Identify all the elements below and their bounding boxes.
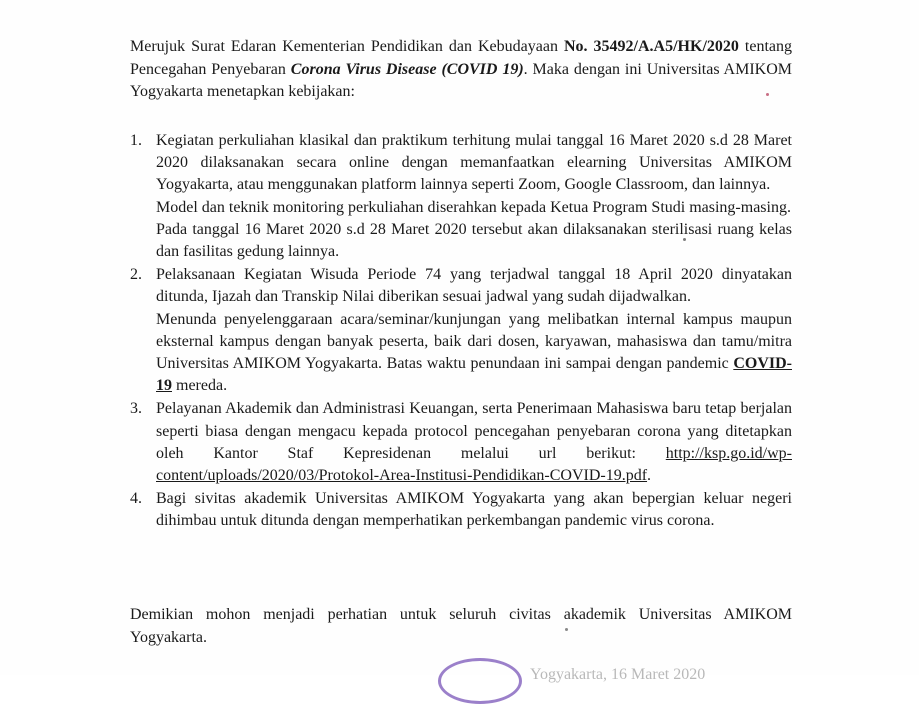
- closing-paragraph: Demikian mohon menjadi perhatian untuk seluruh civitas akademik Universitas AMIKOM Yogyakarta.: [130, 606, 792, 646]
- item-3-paragraph-1: [156, 398, 792, 487]
- policy-item-1: [130, 130, 792, 263]
- circular-reference-number: No. 35492/A.A5/HK/2020: [563, 38, 739, 55]
- item-2-paragraph-2-end: mereda.: [172, 377, 228, 395]
- policy-list: [130, 130, 792, 533]
- scan-speck: [683, 238, 686, 241]
- item-number: 1.: [130, 132, 142, 149]
- intro-text-3: . Maka dengan ini Universitas AMIKOM Yogyakarta menetapkan kebijakan:: [130, 60, 793, 100]
- item-2-paragraph-2-text: Menunda penyelenggaraan acara/seminar/kunjungan yang melibatkan internal kampus maupun eksternal kampus dengan banyak peserta, baik dari dosen, karyawan, mahasiswa dan tamu/mitra Universitas AMIKOM Yogyakarta. Batas waktu penundaan ini sampai dengan pandemic: [156, 310, 792, 373]
- intro-paragraph: [130, 36, 792, 104]
- intro-text-1: Merujuk Surat Edaran Kementerian Pendidikan dan Kebudayaan: [130, 38, 564, 55]
- item-1-paragraph-3: Pada tanggal 16 Maret 2020 s.d 28 Maret 2020 tersebut akan dilaksanakan sterilisasi ruang kelas dan fasilitas gedung lainnya.: [156, 220, 792, 261]
- official-stamp: [438, 658, 522, 704]
- scan-speck: [766, 93, 769, 96]
- item-2-paragraph-1: Pelaksanaan Kegiatan Wisuda Periode 74 yang terjadwal tanggal 18 April 2020 dinyatakan ditunda, Ijazah dan Transkip Nilai diberikan sesuai jadwal yang sudah dijadwalkan.: [156, 266, 792, 306]
- item-number: 4.: [130, 490, 142, 508]
- item-3-text-end: .: [647, 467, 652, 485]
- intro-text-2: tentang Pencegahan Penyebaran: [130, 38, 793, 78]
- item-number: 3.: [130, 400, 142, 418]
- policy-item-4: [130, 488, 792, 532]
- covid-19-highlight: COVID-19: [156, 355, 792, 395]
- item-1-paragraph-1: Kegiatan perkuliahan klasikal dan praktikum terhitung mulai tanggal 16 Maret 2020 s.d 28 Maret 2020 dilaksanakan secara online dengan memanfaatkan elearning Universitas AMIKOM Yogyakarta, atau menggunakan platform lainnya seperti Zoom, Google Classroom, dan lainnya.: [156, 132, 792, 194]
- item-3-text: Pelayanan Akademik dan Administrasi Keuangan, serta Penerimaan Mahasiswa baru tetap berjalan seperti biasa dengan mengacu kepada protocol pencegahan penyebaran corona yang ditetapkan oleh Kantor Staf Kepresidenan melalui url berikut:: [156, 400, 792, 462]
- protocol-url-link[interactable]: http://ksp.go.id/wp-content/uploads/2020/03/Protokol-Area-Institusi-Pendidikan-COVID-19.pdf: [156, 444, 792, 485]
- item-4-paragraph-1: Bagi sivitas akademik Universitas AMIKOM Yogyakarta yang akan bepergian keluar negeri dihimbau untuk ditunda dengan memperhatikan perkembangan pandemic virus corona.: [156, 490, 792, 530]
- scan-speck: [565, 628, 568, 631]
- policy-item-3: [130, 398, 792, 487]
- disease-name: Corona Virus Disease (COVID 19): [290, 60, 524, 78]
- signature-date-partial: Yogyakarta, 16 Maret 2020: [530, 666, 706, 683]
- item-1-paragraph-2: Model dan teknik monitoring perkuliahan diserahkan kepada Ketua Program Studi masing-masing.: [156, 198, 791, 216]
- policy-item-2: [130, 264, 792, 397]
- item-2-paragraph-2: [156, 309, 792, 398]
- item-number: 2.: [130, 266, 142, 284]
